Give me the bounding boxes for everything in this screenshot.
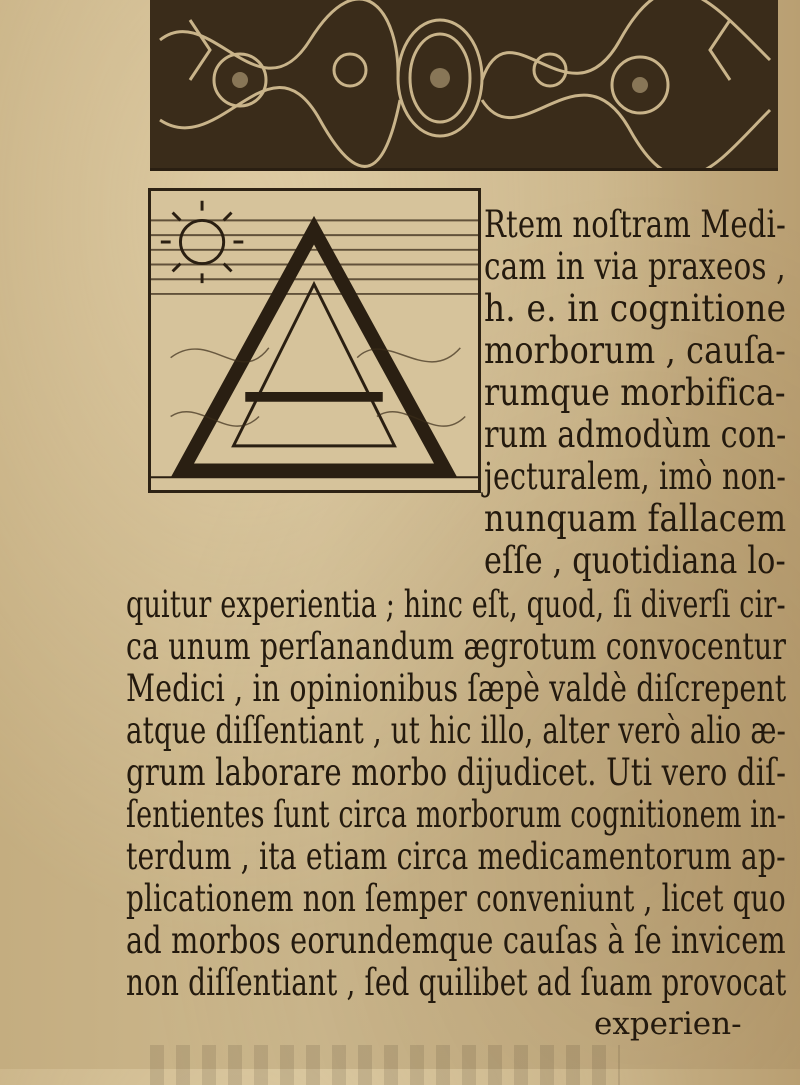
text-line-13: atque diſſentiant , ut hic illo, alter verò alio æ- xyxy=(126,709,787,752)
text-line-3: h. e. in cognitione xyxy=(484,287,787,330)
text-line-18: ad morbos eorundemque cauſas à ſe invicem xyxy=(126,919,786,962)
text-line-9: eſſe , quotidiana lo- xyxy=(484,539,786,582)
text-line-17: plicationem non ſemper conveniunt , licet quo xyxy=(126,877,786,920)
catchword: experien- xyxy=(594,1006,742,1042)
text-line-10: quitur experientia ; hinc eſt, quod, ſi diverſi cir- xyxy=(126,583,786,626)
text-line-19: non diſſentiant , ſed quilibet ad ſuam provocat xyxy=(126,961,787,1004)
text-line-2: cam in via praxeos , xyxy=(484,245,786,288)
text-line-6: rum admodùm con- xyxy=(484,413,787,456)
ornamental-headpiece xyxy=(150,0,778,171)
decorated-initial-A xyxy=(148,188,481,493)
text-line-5: rumque morbifica- xyxy=(484,371,786,414)
text-line-8: nunquam fallacem xyxy=(484,497,787,540)
show-through-texture xyxy=(150,1045,620,1085)
text-line-4: morborum , cauſa- xyxy=(484,329,787,372)
text-line-11: ca unum perſanandum ægrotum convocentur xyxy=(126,625,787,668)
text-line-7: jecturalem, imò non- xyxy=(484,455,787,498)
text-line-16: terdum , ita etiam circa medicamentorum ap- xyxy=(126,835,786,878)
text-line-15: ſentientes ſunt circa morborum cognitionem in- xyxy=(126,793,786,836)
text-line-1: Rtem noſtram Medi- xyxy=(484,203,786,246)
text-line-14: grum laborare morbo dijudicet. Uti vero diſ- xyxy=(126,751,787,794)
text-line-12: Medici , in opinionibus ſæpè valdè diſcrepent xyxy=(126,667,787,710)
